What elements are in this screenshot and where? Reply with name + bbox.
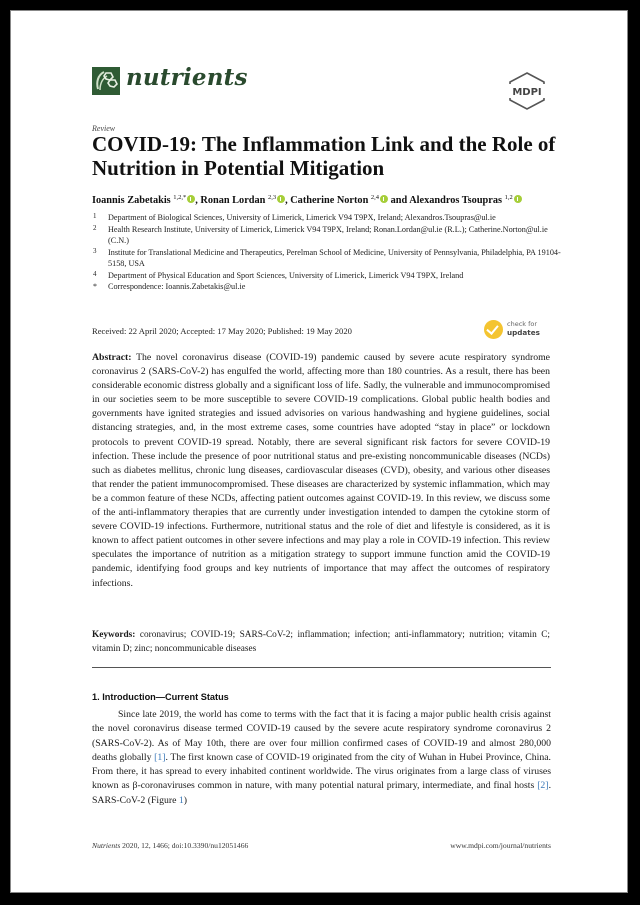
publication-dates: Received: 22 April 2020; Accepted: 17 May 2020; Published: 19 May 2020 (92, 326, 352, 336)
author-name[interactable]: Ronan Lordan (200, 195, 266, 206)
paper-page (10, 10, 628, 893)
keywords-label: Keywords: (92, 630, 136, 640)
abstract-text: The novel coronavirus disease (COVID-19) pandemic caused by severe acute respiratory syndrome coronavirus 2 (SARS-CoV-2) has engulfed the world, affecting more than 180 countries. As a result, there has been considerable economic distress globally and a significant loss of life. Sadly, the vulnerable and immunocompromised in our societies seem to be more susceptible to severe COVID-19 complications. Global public health bodies and governments have ignited strategies and issued advisories on various handwashing and hygiene guidelines, social distancing strategies, and, in the most extreme cases, some countries have adopted “stay in place” or lockdown protocols to prevent COVID-19 spread. Notably, there are several significant risk factors for severe COVID-19 infection. These include the presence of poor nutritional status and pre-existing noncommunicable diseases (NCDs) such as diabetes mellitus, chronic lung diseases, cardiovascular diseases (CVD), obesity, and various other diseases that render the patient immunocompromised. These diseases are characterized by systemic inflammation, which may be a common feature of these NCDs, affecting patient outcomes against COVID-19. In this review, we discuss some of the anti-inflammatory therapies that are currently under investigation intended to dampen the cytokine storm of severe COVID-19 infections. Furthermore, nutritional status and the role of diet and lifestyle is considered, as it is known to affect patient outcomes in other severe infections and may play a role in COVID-19 infection. This review speculates the importance of nutrition as a mitigation strategy to support immune function amid the COVID-19 pandemic, identifying food groups and key nutrients of importance that may affect the outcomes of respiratory infections. (92, 352, 550, 589)
orcid-icon[interactable] (514, 195, 522, 203)
article-type: Review (92, 124, 116, 133)
keywords-text: coronavirus; COVID-19; SARS-CoV-2; inflammation; infection; anti-inflammatory; nutrition; vitamin C; vitamin D; zinc; noncommunicable diseases (92, 630, 550, 654)
citation-link[interactable]: [1] (154, 751, 166, 763)
citation-link[interactable]: [2] (537, 780, 549, 792)
author-affiliation: 1,2 (504, 194, 513, 201)
keywords (92, 628, 550, 656)
publisher-name: MDPI (512, 87, 542, 98)
footer-citation: Nutrients 2020, 12, 1466; doi:10.3390/nu12051466 (92, 841, 249, 850)
abstract (92, 351, 550, 591)
journal-name: nutrients (126, 64, 248, 91)
mdpi-logo-icon (506, 71, 548, 111)
nutrients-logo-icon (92, 67, 120, 95)
introduction-paragraph: Since late 2019, the world has come to terms with the fact that it is facing a major public health crisis against the novel coronavirus disease termed COVID-19 caused by the severe acute respiratory syndrome coronavirus 2 (SARS-CoV-2). As of May 10th, there are over four million confirmed cases of COVID-19 and almost 280,000 deaths globally [1]. The first known case of COVID-19 originated from the city of Wuhan in Hubei Province, China. From there, it has spread to every inhabited continent worldwide. The virus originates from a large class of viruses known as β-coronaviruses common in nature, with many potential natural primary, intermediate, and final hosts [2]. SARS-CoV-2 (Figure 1) (92, 709, 551, 806)
affiliation-item: 3 Institute for Translational Medicine and Therapeutics, Perelman School of Medicine, University of Pennsylvania, Philadelphia, PA 19104-5158, USA (93, 246, 561, 268)
correspondence: * Correspondence: Ioannis.Zabetakis@ul.ie (93, 282, 246, 291)
figure-link[interactable]: 1 (178, 794, 184, 806)
checkmark-icon (484, 320, 503, 339)
divider (92, 667, 551, 668)
author-affiliation: 2,3 (267, 194, 277, 201)
footer-url[interactable]: www.mdpi.com/journal/nutrients (450, 841, 551, 850)
affiliation-item: 1 Department of Biological Sciences, University of Limerick, Limerick V94 T9PX, Ireland; Alexandros.Tsoupras@ul.ie (93, 212, 496, 222)
author-affiliation: 1,2,* (173, 194, 187, 201)
affiliation-item: 4 Department of Physical Education and Sport Sciences, University of Limerick, Limerick V94 T9PX, Ireland (93, 269, 464, 280)
abstract-label: Abstract: (92, 352, 132, 363)
author-affiliation: 2,4 (370, 194, 380, 201)
author-list: Ioannis Zabetakis $^{1,2,*}$ , Ronan Lordan $^{2,3}$ , Catherine Norton $^{2,4}$ and Alexandros Tsoupras $^{1,2}$ (92, 194, 562, 206)
section-heading: 1. Introduction—Current Status (92, 692, 229, 702)
check-for-updates-button[interactable]: check for updates (484, 317, 546, 341)
affiliation-item: 2 Health Research Institute, University of Limerick, Limerick V94 T9PX, Ireland; Ronan.Lordan@ul.ie (R.L.); Catherine.Norton@ul.ie (C.N.) (93, 223, 548, 245)
article-title: COVID-19: The Inflammation Link and the Role of Nutrition in Potential Mitigation (92, 132, 556, 180)
author-name[interactable]: Ioannis Zabetakis (92, 195, 171, 206)
author-name[interactable]: Alexandros Tsoupras (409, 195, 503, 206)
orcid-icon[interactable] (380, 195, 388, 203)
author-name[interactable]: Catherine Norton (290, 195, 369, 206)
affiliations (92, 212, 562, 293)
orcid-icon[interactable] (277, 195, 285, 203)
